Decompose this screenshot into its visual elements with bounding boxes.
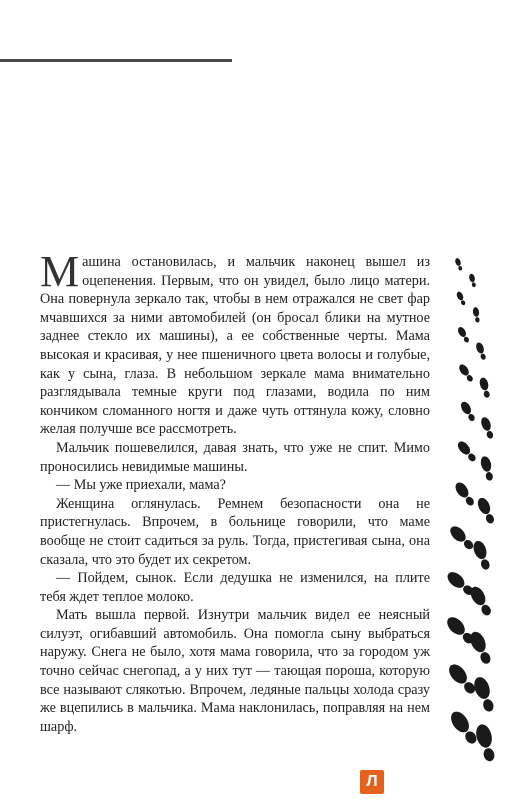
footprint-mark xyxy=(457,363,475,384)
footprint-mark xyxy=(455,291,466,307)
publisher-logo-icon xyxy=(360,770,384,794)
footprint-mark xyxy=(478,377,491,399)
footprint-mark xyxy=(453,480,477,508)
footprint-heel xyxy=(479,650,493,665)
footprint-heel xyxy=(482,747,496,762)
footprint-sole xyxy=(475,496,492,516)
footprint-heel xyxy=(485,471,494,481)
footprint-mark xyxy=(459,400,477,423)
footprint-sole xyxy=(456,326,467,339)
footprint-mark xyxy=(455,439,478,464)
footprint-heel xyxy=(480,558,491,571)
footprint-mark xyxy=(471,539,492,571)
paragraph-2: Мальчик пошевелился, давая знать, что уже не спит. Мимо проносились невидимые машины. xyxy=(40,439,430,475)
footprints-trail-icon xyxy=(440,250,507,770)
footprint-mark xyxy=(472,307,481,323)
paragraph-1 xyxy=(40,247,430,439)
footprint-heel xyxy=(460,300,466,306)
footprint-heel xyxy=(467,413,476,422)
footprint-sole xyxy=(479,416,492,432)
footprint-heel xyxy=(483,390,490,398)
footprint-mark xyxy=(475,341,488,360)
paragraph-5: — Пойдем, сынок. Если дедушка не изменился, на плите тебя ждет теплое молоко. xyxy=(40,570,430,605)
footprint-heel xyxy=(486,430,495,439)
body-text xyxy=(40,247,430,736)
footprint-mark xyxy=(474,723,498,763)
footprint-sole xyxy=(479,455,493,473)
top-rule-divider xyxy=(0,59,232,62)
footprint-mark xyxy=(468,273,477,288)
paragraph-6: Мать вышла первой. Изнутри мальчик видел ее неясный силуэт, огибавший автомобиль. Она помогла сыну выбраться наружу. Снега не было, хотя мама говорила, что за городом уж точно сейчас снегопад, а у них тут — тающая пороша, которую все называют слякотью. Впрочем, ледяные пальцы холода сразу же вцепились в мальчика. Мама наклонилась, поправляя на нем шарф. xyxy=(40,607,430,735)
paragraph-1-text: ашина остановилась, и мальчик наконец вышел из оцепенения. Первым, что он увидел, было лицо матери. Она повернула зеркало так, чтобы в нем отражался не свет фар мчавшихся за ними автомобилей (он бросал блики на мутное заднее стекло их машины), а ее собственные черты. Мама высокая и красивая, у нее пшеничного цвета волосы и голубые, как у сына, глаза. В небольшом зеркале мама внимательно разглядывала темные круги под глазами, водила по ним кончиком сломанного ногтя и даже чуть оттянула кожу, словно желая получше все рассмотреть. xyxy=(40,254,430,438)
paragraph-3: — Мы уже приехали, мама? xyxy=(56,477,226,494)
footprint-mark xyxy=(471,675,497,714)
footprint-mark xyxy=(479,416,495,440)
footprint-mark xyxy=(454,257,463,271)
footprint-sole xyxy=(454,257,462,266)
footprint-sole xyxy=(478,377,489,392)
footprint-heel xyxy=(484,513,495,525)
footprint-mark xyxy=(467,629,494,666)
footprint-sole xyxy=(468,273,475,283)
footprint-sole xyxy=(474,723,495,750)
footprint-heel xyxy=(458,265,463,270)
footprint-sole xyxy=(472,307,480,318)
footprint-heel xyxy=(471,282,476,288)
footprint-heel xyxy=(480,603,493,617)
paragraph-4: Женщина оглянулась. Ремнем безопасности она не пристегнулась. Впрочем, в больнице говорили, что маме вообще не стоит садиться за руль. Тогда, пристегивая сына, она сказала, что это будет их секретом. xyxy=(40,495,430,568)
footprint-sole xyxy=(471,539,489,561)
footprint-sole xyxy=(475,341,486,354)
footprint-sole xyxy=(459,400,473,416)
footprint-mark xyxy=(446,661,479,697)
footprint-mark xyxy=(447,708,480,747)
footprint-heel xyxy=(475,317,480,323)
footprint-mark xyxy=(479,455,495,482)
publisher-logo-glyph: Л xyxy=(366,773,378,790)
footprint-heel xyxy=(481,698,495,713)
drop-cap: М xyxy=(40,247,80,296)
footprint-heel xyxy=(480,353,487,361)
footprint-sole xyxy=(455,291,464,302)
footprint-mark xyxy=(468,584,495,618)
footprint-heel xyxy=(463,336,470,344)
footprint-mark xyxy=(447,523,476,552)
footprint-mark xyxy=(456,326,470,344)
footprint-mark xyxy=(475,496,496,526)
